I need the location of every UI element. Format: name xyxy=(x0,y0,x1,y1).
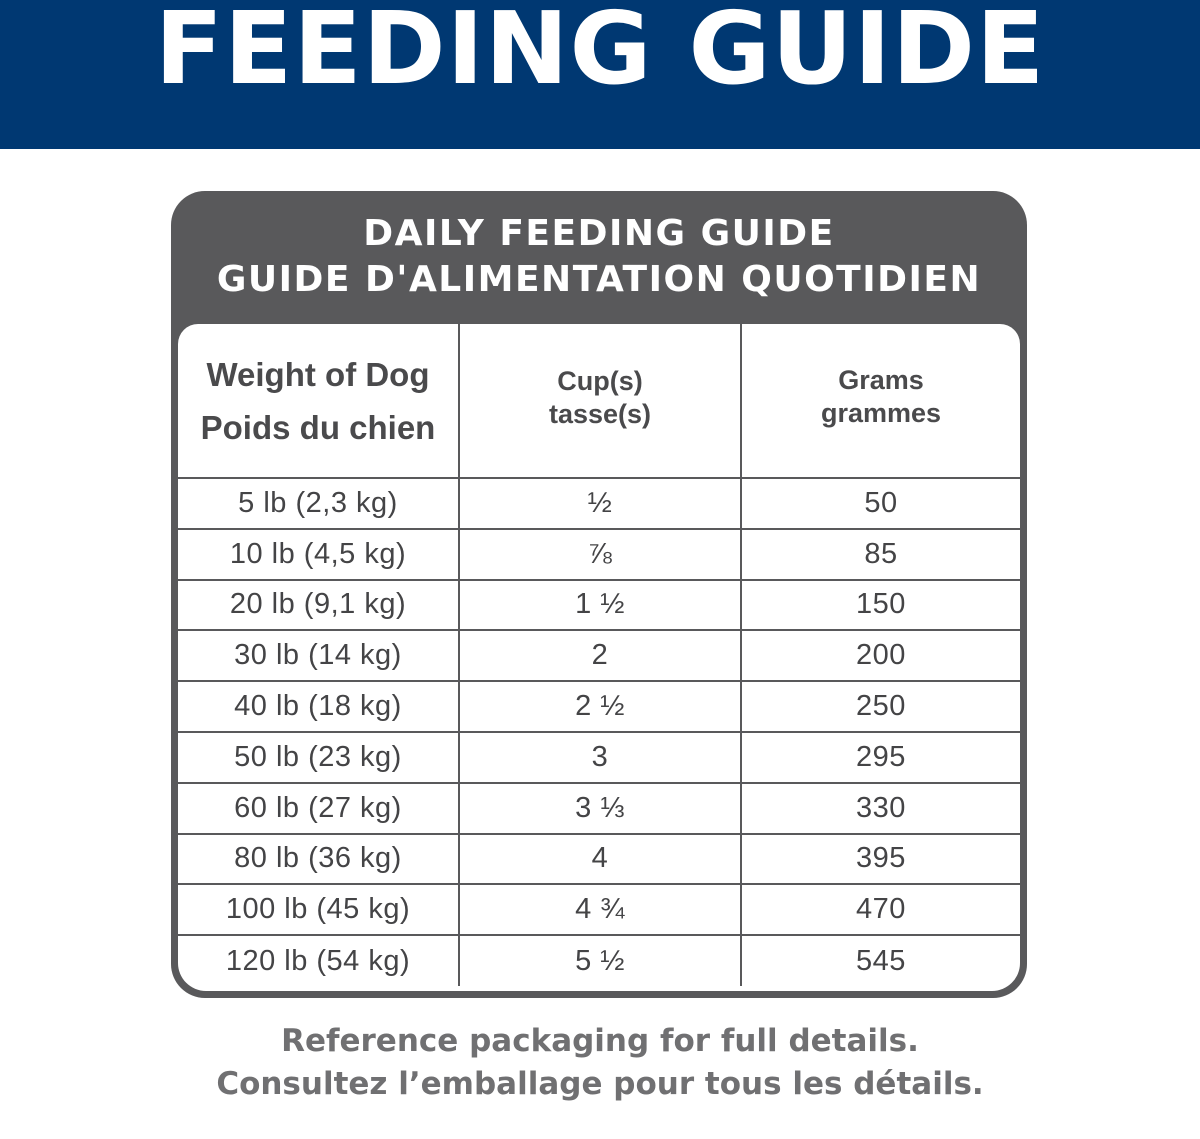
header-weight-en: Weight of Dog xyxy=(206,355,430,393)
weight-cell: 120 lb (54 kg) xyxy=(178,935,459,986)
cups-cell: 2 ½ xyxy=(459,681,741,732)
grams-cell: 200 xyxy=(741,630,1020,681)
grams-cell: 150 xyxy=(741,580,1020,631)
table-row xyxy=(178,478,1020,529)
cups-cell: 2 xyxy=(459,630,741,681)
header-grams xyxy=(741,324,1020,478)
title-banner xyxy=(0,0,1200,149)
header-cups-fr: tasse(s) xyxy=(548,399,652,429)
weight-cell: 20 lb (9,1 kg) xyxy=(178,580,459,631)
weight-cell: 60 lb (27 kg) xyxy=(178,783,459,834)
table-row xyxy=(178,884,1020,935)
weight-cell: 30 lb (14 kg) xyxy=(178,630,459,681)
weight-cell: 5 lb (2,3 kg) xyxy=(178,478,459,529)
cups-cell: ⅞ xyxy=(459,529,741,580)
cups-cell: 1 ½ xyxy=(459,580,741,631)
cups-cell: 4 xyxy=(459,834,741,885)
weight-cell: 50 lb (23 kg) xyxy=(178,732,459,783)
header-cups xyxy=(459,324,741,478)
grams-cell: 470 xyxy=(741,884,1020,935)
header-grams-fr: grammes xyxy=(820,398,942,428)
weight-cell: 40 lb (18 kg) xyxy=(178,681,459,732)
cups-cell: 4 ¾ xyxy=(459,884,741,935)
feeding-guide-card xyxy=(171,191,1027,998)
grams-cell: 50 xyxy=(741,478,1020,529)
weight-cell: 10 lb (4,5 kg) xyxy=(178,529,459,580)
cups-cell: 3 xyxy=(459,732,741,783)
table-row xyxy=(178,681,1020,732)
card-title-fr: GUIDE D'ALIMENTATION QUOTIDIEN xyxy=(216,259,982,300)
page-title: FEEDING GUIDE xyxy=(154,0,1046,107)
feeding-table-container xyxy=(178,324,1020,991)
card-header xyxy=(171,191,1027,323)
cups-cell: ½ xyxy=(459,478,741,529)
table-row xyxy=(178,630,1020,681)
cups-cell: 5 ½ xyxy=(459,935,741,986)
header-weight-fr: Poids du chien xyxy=(200,408,436,446)
feeding-table xyxy=(178,324,1020,986)
grams-cell: 330 xyxy=(741,783,1020,834)
grams-cell: 250 xyxy=(741,681,1020,732)
grams-cell: 85 xyxy=(741,529,1020,580)
grams-cell: 545 xyxy=(741,935,1020,986)
table-row xyxy=(178,580,1020,631)
table-row xyxy=(178,529,1020,580)
table-row xyxy=(178,783,1020,834)
header-cups-en: Cup(s) xyxy=(557,366,643,396)
header-weight xyxy=(178,324,459,478)
weight-cell: 80 lb (36 kg) xyxy=(178,834,459,885)
table-row xyxy=(178,732,1020,783)
footer-note xyxy=(0,1020,1200,1106)
table-row xyxy=(178,834,1020,885)
weight-cell: 100 lb (45 kg) xyxy=(178,884,459,935)
header-grams-en: Grams xyxy=(838,365,924,395)
table-row xyxy=(178,935,1020,986)
cups-cell: 3 ⅓ xyxy=(459,783,741,834)
table-header-row xyxy=(178,324,1020,478)
footer-note-en: Reference packaging for full details. xyxy=(281,1023,919,1059)
card-title-en: DAILY FEEDING GUIDE xyxy=(363,213,835,254)
grams-cell: 295 xyxy=(741,732,1020,783)
grams-cell: 395 xyxy=(741,834,1020,885)
footer-note-fr: Consultez l’emballage pour tous les détails. xyxy=(216,1066,984,1102)
